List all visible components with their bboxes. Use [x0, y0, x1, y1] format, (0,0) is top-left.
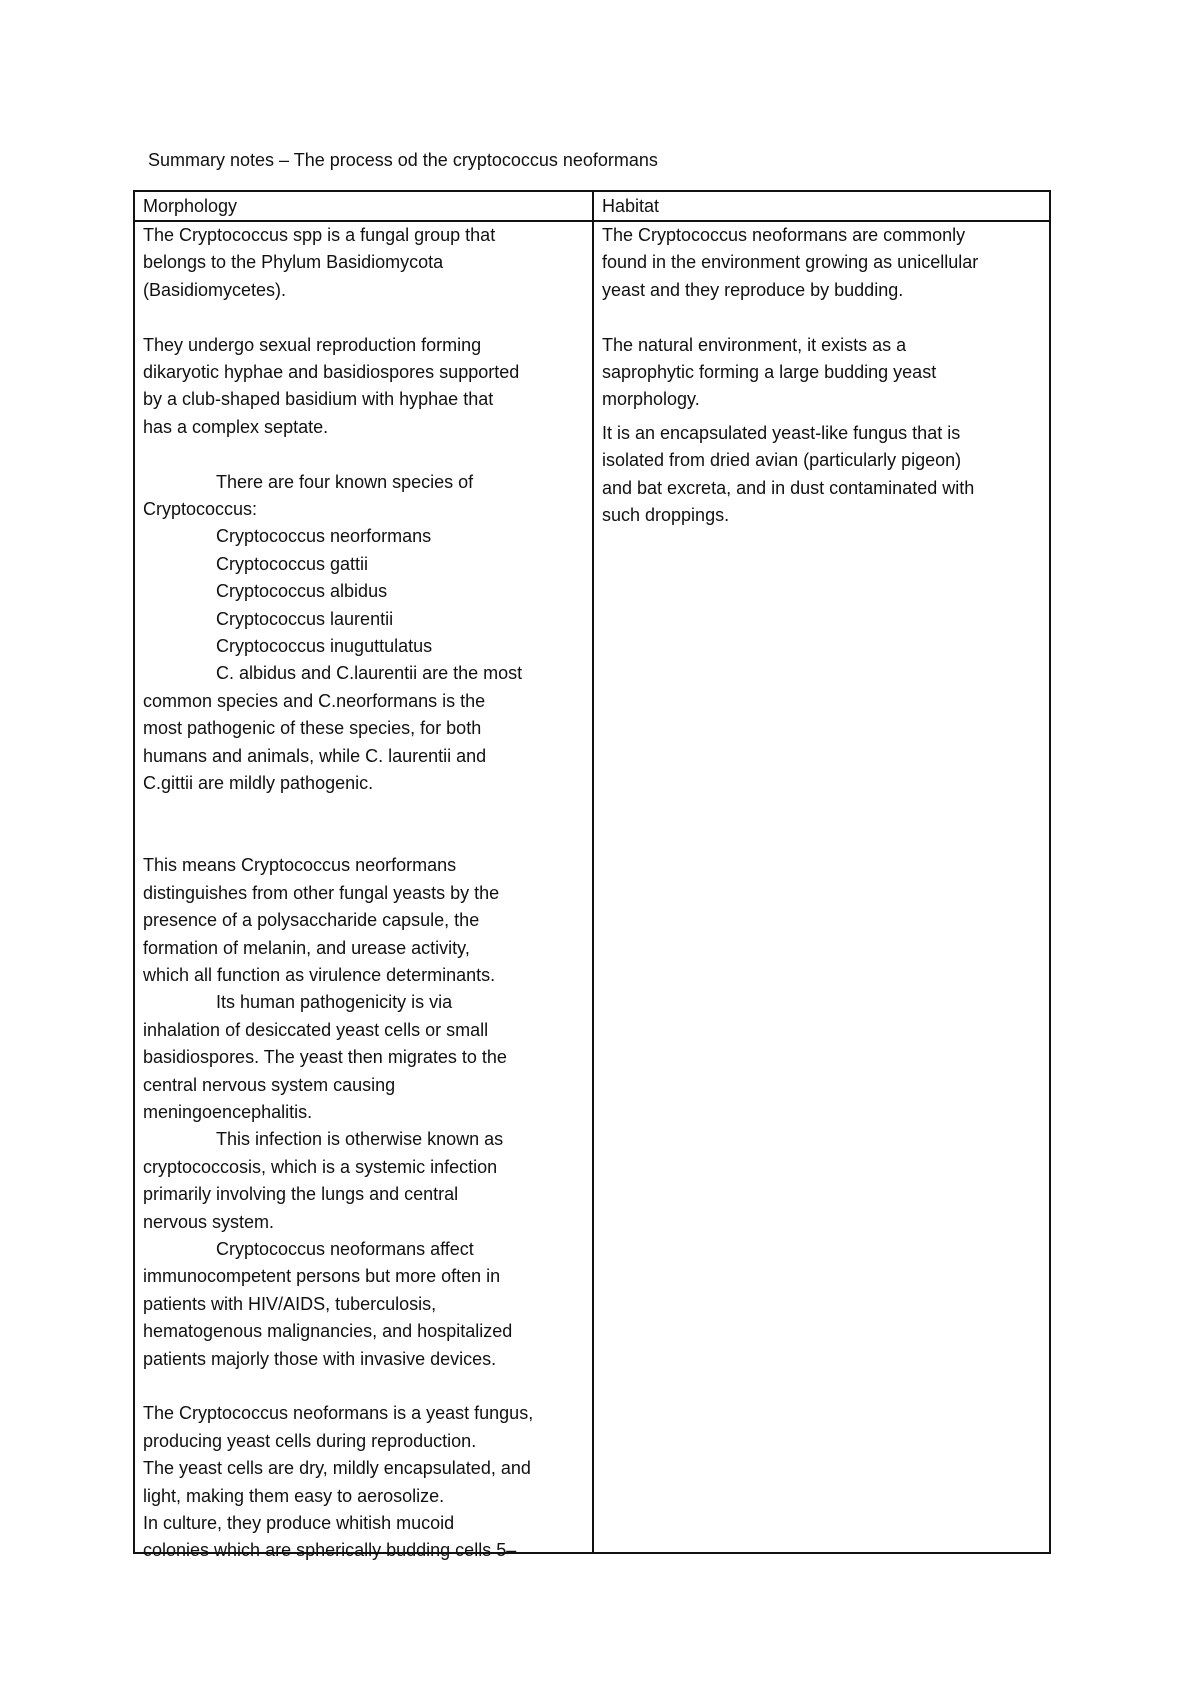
text-line: Its human pathogenicity is via	[216, 992, 453, 1013]
notes-table	[133, 190, 1051, 1561]
species-item: Cryptococcus laurentii	[216, 608, 394, 629]
text-line: belongs to the Phylum Basidiomycota	[143, 252, 444, 273]
text-line: This infection is otherwise known as	[216, 1129, 504, 1150]
text-line: C. albidus and C.laurentii are the most	[216, 663, 523, 684]
text-line: hematogenous malignancies, and hospitalized	[143, 1321, 513, 1342]
text-line: primarily involving the lungs and central	[143, 1184, 459, 1205]
text-line: yeast and they reproduce by budding.	[602, 279, 904, 300]
habitat-cell	[602, 222, 978, 529]
text-line: (Basidiomycetes).	[143, 279, 287, 300]
text-line: by a club-shaped basidium with hyphae that	[143, 389, 494, 410]
text-line: The Cryptococcus neoformans is a yeast fungus,	[143, 1403, 534, 1424]
text-line: presence of a polysaccharide capsule, the	[143, 910, 480, 931]
text-line: humans and animals, while C. laurentii and	[143, 745, 487, 766]
header-morphology: Morphology	[143, 196, 238, 216]
text-line: formation of melanin, and urease activity,	[143, 937, 470, 958]
text-line: The Cryptococcus spp is a fungal group that	[143, 225, 496, 245]
text-line: which all function as virulence determinants.	[143, 964, 496, 985]
text-line: immunocompetent persons but more often in	[143, 1266, 501, 1287]
text-line: basidiospores. The yeast then migrates to the	[143, 1047, 507, 1068]
species-item: Cryptococcus gattii	[216, 553, 369, 574]
text-line: light, making them easy to aerosolize.	[143, 1485, 445, 1506]
text-line: meningoencephalitis.	[143, 1101, 313, 1122]
text-line: In culture, they produce whitish mucoid	[143, 1513, 455, 1534]
page-title: Summary notes – The process od the cryptococcus neoformans	[148, 150, 658, 170]
text-line: colonies which are spherically budding cells 5–	[143, 1540, 517, 1561]
text-line: There are four known species of	[216, 471, 474, 492]
text-line: found in the environment growing as unicellular	[602, 252, 979, 273]
text-line: It is an encapsulated yeast-like fungus that is	[602, 422, 961, 443]
text-line: The yeast cells are dry, mildly encapsulated, and	[143, 1458, 531, 1479]
text-line: Cryptococcus:	[143, 499, 258, 520]
species-item: Cryptococcus albidus	[216, 581, 388, 602]
text-line: has a complex septate.	[143, 416, 329, 437]
text-line: producing yeast cells during reproduction.	[143, 1430, 477, 1451]
text-line: morphology.	[602, 389, 700, 410]
morphology-cell	[143, 222, 533, 1565]
text-line: patients majorly those with invasive devices.	[143, 1348, 497, 1369]
species-item: Cryptococcus neorformans	[216, 526, 432, 547]
text-line: The natural environment, it exists as a	[602, 334, 907, 355]
text-line: most pathogenic of these species, for both	[143, 718, 482, 739]
text-line: distinguishes from other fungal yeasts by the	[143, 882, 500, 903]
text-line: Cryptococcus neoformans affect	[216, 1238, 474, 1259]
text-line: and bat excreta, and in dust contaminated with	[602, 477, 975, 498]
text-line: inhalation of desiccated yeast cells or small	[143, 1019, 489, 1040]
text-line: such droppings.	[602, 505, 730, 526]
text-line: cryptococcosis, which is a systemic infection	[143, 1156, 498, 1177]
text-line: saprophytic forming a large budding yeast	[602, 362, 937, 383]
column-divider	[592, 192, 594, 1552]
text-line: isolated from dried avian (particularly pigeon)	[602, 450, 962, 471]
text-line: They undergo sexual reproduction forming	[143, 334, 482, 355]
text-line: nervous system.	[143, 1211, 275, 1232]
text-line: dikaryotic hyphae and basidiospores supported	[143, 362, 520, 383]
species-item: Cryptococcus inuguttulatus	[216, 636, 433, 657]
text-line: The Cryptococcus neoformans are commonly	[602, 225, 966, 245]
text-line: C.gittii are mildly pathogenic.	[143, 773, 374, 794]
text-line: patients with HIV/AIDS, tuberculosis,	[143, 1293, 437, 1314]
text-line: This means Cryptococcus neorformans	[143, 855, 457, 876]
header-habitat: Habitat	[602, 196, 660, 216]
text-line: central nervous system causing	[143, 1074, 396, 1095]
text-line: common species and C.neorformans is the	[143, 690, 486, 711]
